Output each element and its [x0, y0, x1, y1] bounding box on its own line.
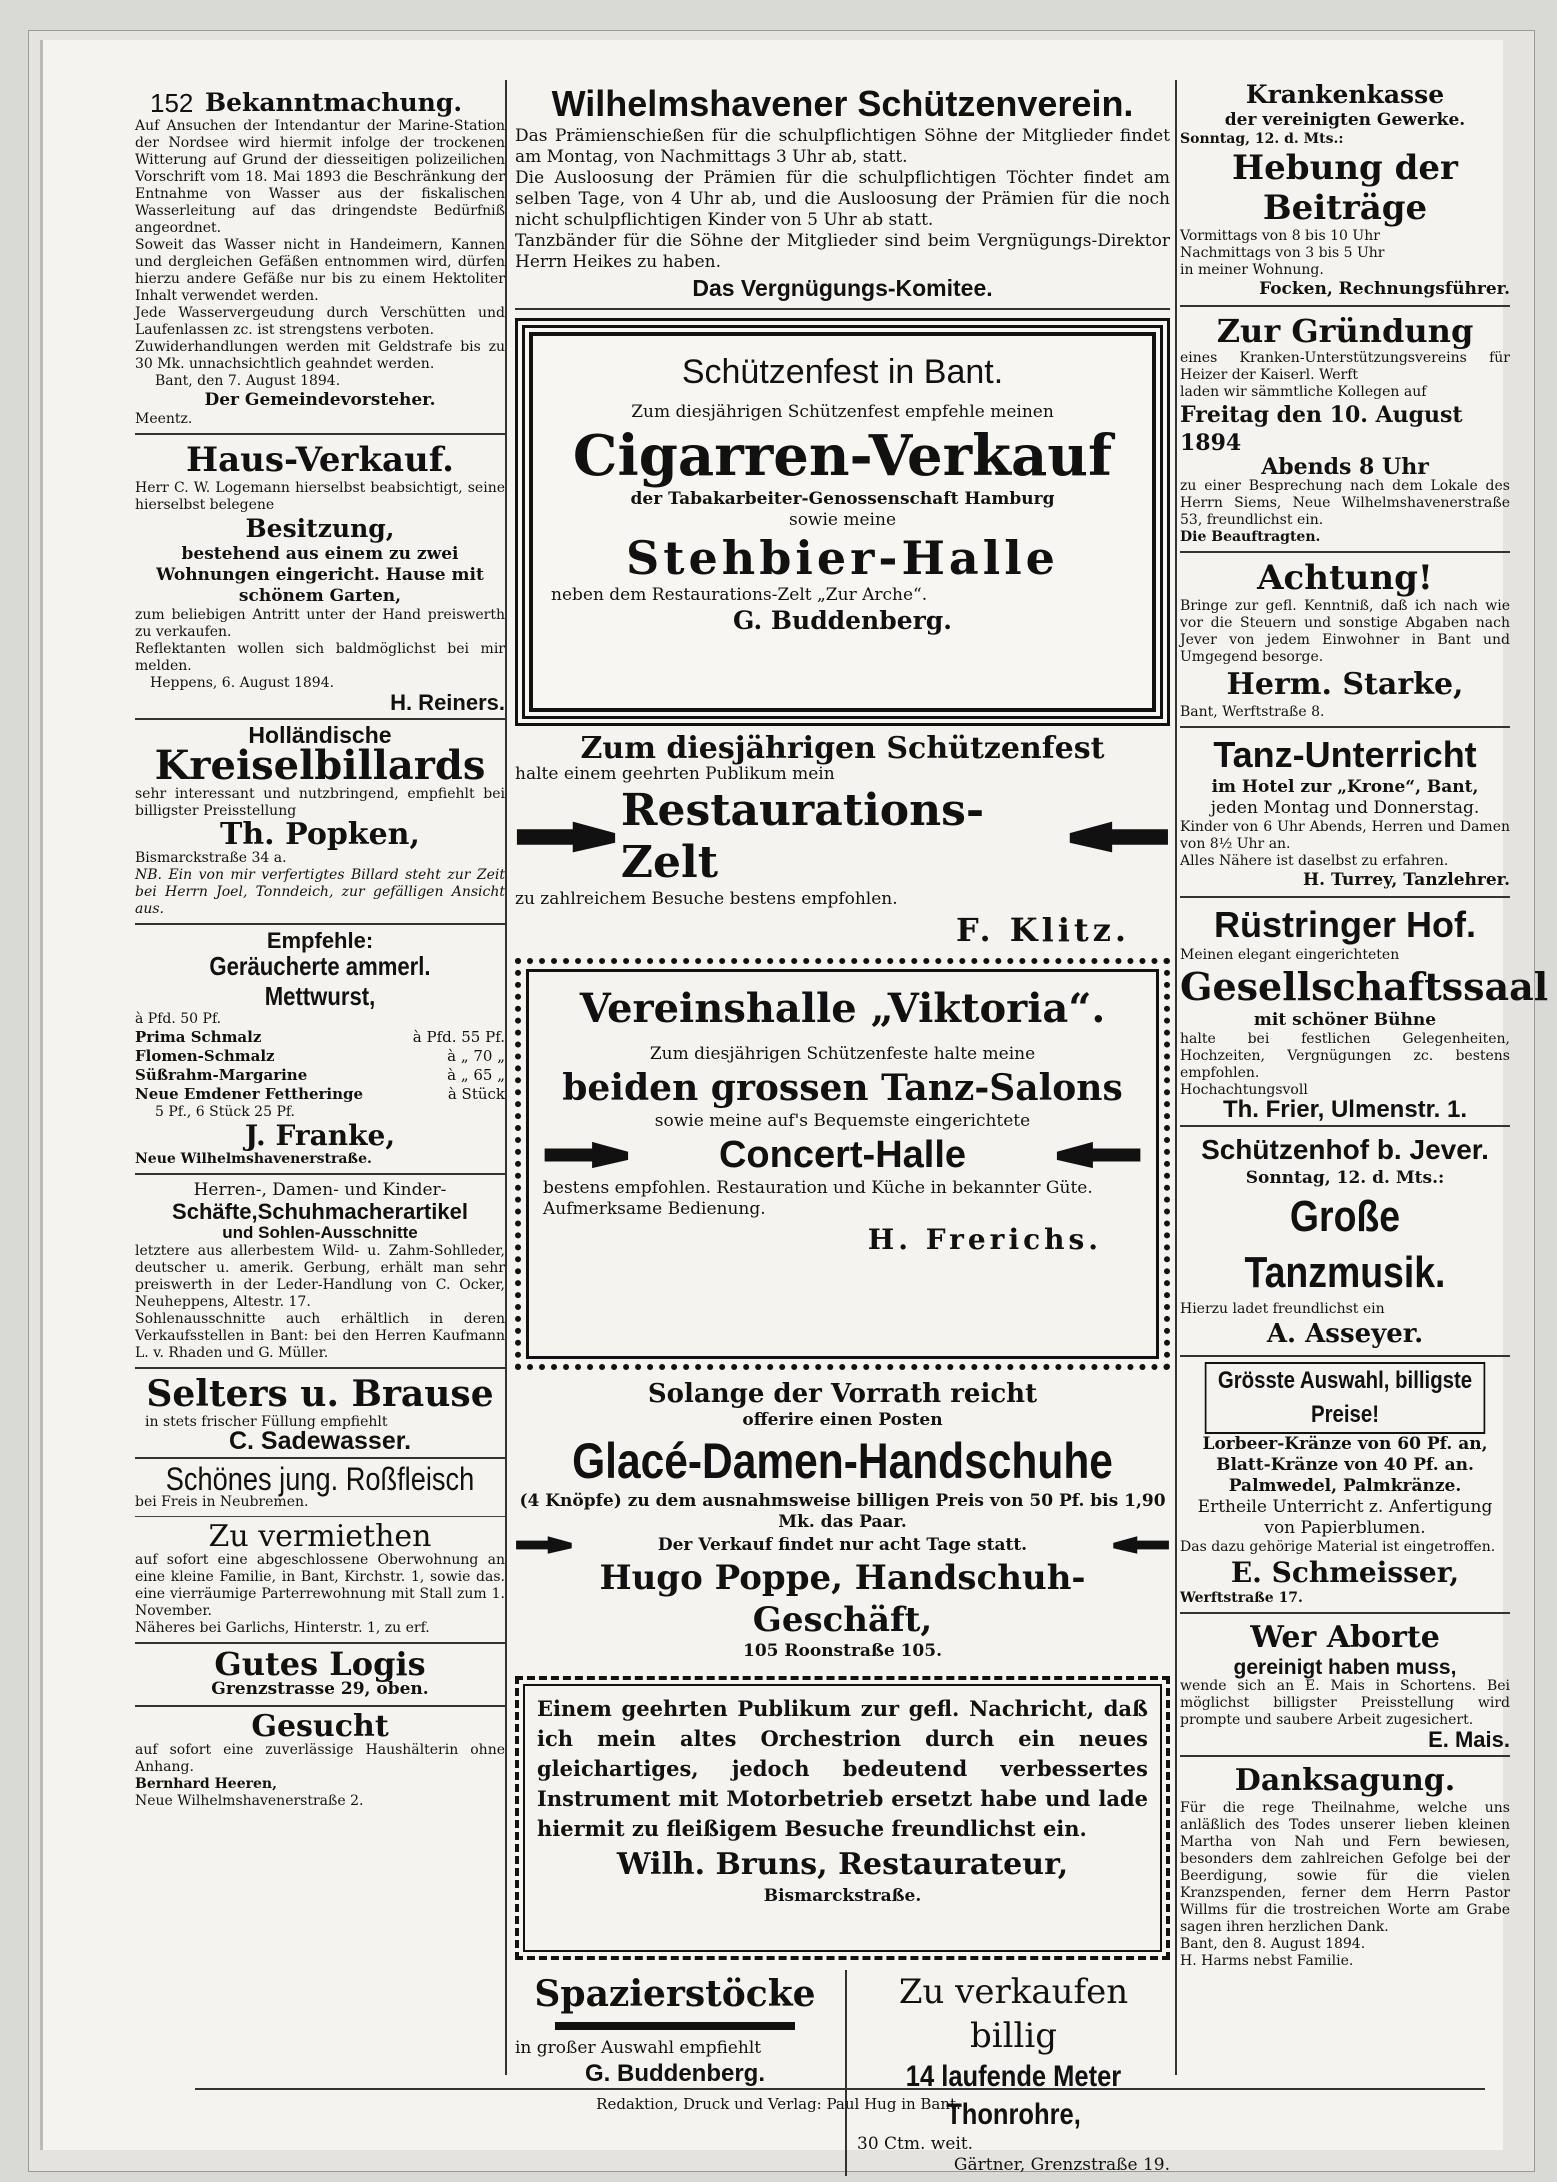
divider	[1180, 726, 1510, 728]
price-row	[135, 1028, 505, 1047]
ad-signature: G. Buddenberg.	[733, 606, 952, 635]
price-list	[135, 1028, 505, 1104]
ad-text: Für die rege Theilnahme, welche uns anläßlich des Todes unserer lieben kleinen Martha von Nah und Fern bewiesen, besonders dem zahlreichen Gefolge bei der Beerdigung, sowie für die vielen Kranzspenden, ferner dem Herrn Pastor Willms für die trostreichen Worte am Grabe sagen ihren herzlichen Dank.	[1180, 1800, 1510, 1935]
ad-title: Zu verkaufen billig	[898, 1972, 1129, 2056]
ad-date: Sonntag, 12. d. Mts.:	[1245, 1168, 1445, 1188]
pointing-hand-left-icon	[1052, 1137, 1142, 1173]
column-rule-right	[1175, 80, 1177, 2075]
divider	[135, 1642, 505, 1644]
divider	[1180, 1612, 1510, 1614]
ad-title: Gutes Logis	[214, 1645, 426, 1683]
ad-signature: Meentz.	[135, 411, 193, 427]
ad-address: 105 Roonstraße 105.	[742, 1641, 943, 1661]
ad-text: bestens empfohlen. Restauration und Küche in bekannter Güte. Aufmerksame Bedienung.	[543, 1178, 1093, 1219]
divider	[135, 1367, 505, 1369]
ad-text: Nachmittags von 3 bis 5 Uhr	[1180, 245, 1385, 261]
ad-signature: H. Frerichs.	[867, 1223, 1102, 1256]
pointing-hand-left-icon	[1110, 1533, 1170, 1557]
ad-headline: Concert-Halle	[718, 1134, 967, 1176]
ad-signature: E. Mais.	[1428, 1727, 1510, 1752]
ad-text: Das dazu gehörige Material ist eingetroffen.	[1180, 1539, 1496, 1555]
ad-signature: Th. Frier, Ulmenstr. 1.	[1222, 1096, 1468, 1123]
ad-title: Gesucht	[251, 1709, 389, 1744]
ad-address: Werftstraße 17.	[1180, 1590, 1303, 1606]
ad-text: Herr C. W. Logemann hierselbst beabsichtigt, seine hierselbst belegene	[135, 480, 505, 513]
ad-headline: Große Tanzmusik.	[1244, 1192, 1446, 1297]
ad-address: Neue Wilhelmshavenerstraße.	[135, 1151, 372, 1167]
pointing-hand-right-icon	[515, 1533, 575, 1557]
ad-text: Ertheile Unterricht z. Anfertigung von Papierblumen.	[1197, 1497, 1493, 1538]
ad-text: zu einer Besprechung nach dem Lokale des Herrn Siems, Neue Wilhelmshavenerstraße 53, freundlichst ein.	[1180, 478, 1510, 528]
ad-title: Zu vermiethen	[208, 1519, 432, 1554]
ad-pretitle: Holländische	[248, 722, 392, 748]
pointing-hand-right-icon	[515, 815, 621, 859]
ad-text: in stets frischer Füllung empfiehlt	[145, 1414, 388, 1430]
ad-signature: E. Schmeisser,	[1230, 1556, 1460, 1589]
ad-signature: Bernhard Heeren,	[135, 1776, 277, 1792]
divider	[1180, 896, 1510, 898]
ad-headline: Restaurations-Zelt	[620, 785, 985, 888]
ad-paragraph: Die Ausloosung der Prämien für die schulpflichtigen Töchter findet am selben Tage, von 4 Uhr ab, und die Ausloosung der Prämien für die noch nicht schulpflichtigen Kinder von 5 Uhr ab statt.	[515, 168, 1170, 230]
ad-title: Zum diesjährigen Schützenfest	[580, 731, 1105, 766]
ad-headline-row	[515, 785, 1170, 889]
ad-title: Zur Gründung	[1216, 312, 1474, 350]
divider	[135, 718, 505, 720]
ad-text: Einem geehrten Publikum zur gefl. Nachricht, daß ich mein altes Orchestrion durch ein neues gleichartiges, jedoch bedeutend verbessertes Instrument mit Motorbetrieb ersetzt habe und lade hiermit zu fleißigem Besuche freundlichst ein.	[537, 1696, 1148, 1841]
ad-row	[515, 1533, 1170, 1557]
ad-headline: 14 laufende Meter Thonrohre,	[905, 2060, 1122, 2131]
ad-text: sehr interessant und nutzbringend, empfiehlt bei billigster Preisstellung	[135, 786, 505, 819]
pointing-hand-right-icon	[543, 1137, 633, 1173]
ad-headline: Glacé-Damen-Handschuhe	[572, 1433, 1113, 1489]
ad-text: Hierzu ladet freundlichst ein	[1180, 1301, 1385, 1317]
divider	[135, 1173, 505, 1175]
page-number: 152	[150, 88, 194, 118]
ad-price: à Pfd. 50 Pf.	[135, 1011, 222, 1027]
ad-text: 30 Ctm. weit.	[857, 2134, 974, 2154]
ad-signature: Wilh. Bruns, Restaurateur,	[616, 1847, 1069, 1882]
divider	[1180, 551, 1510, 553]
ad-time: Abends 8 Uhr	[1261, 454, 1429, 480]
ad-headline: Stehbier-Halle	[626, 531, 1059, 585]
ad-title: Spazierstöcke	[534, 1973, 816, 2015]
imprint: Redaktion, Druck und Verlag: Paul Hug in Bant.	[596, 2095, 961, 2113]
divider	[135, 1516, 505, 1517]
ad-text: halte bei festlichen Gelegenheiten, Hochzeiten, Vergnügungen zc. bestens empfohlen.	[1180, 1031, 1510, 1081]
ad-block	[847, 1970, 1170, 2176]
ad-text: Vormittags von 8 bis 10 Uhr	[1180, 228, 1380, 244]
ad-address: Bismarckstraße 34 a.	[135, 850, 287, 866]
ad-headline: beiden grossen Tanz-Salons	[562, 1067, 1123, 1109]
divider	[135, 1457, 505, 1459]
price-item-name: Süßrahm-Margarine	[135, 1066, 308, 1084]
ad-date: Freitag den 10. August 1894	[1180, 402, 1463, 456]
ad-paragraph: Tanzbänder für die Söhne der Mitglieder sind beim Vergnügungs-Direktor Herrn Heikes zu haben.	[515, 231, 1170, 272]
ad-text: Bringe zur gefl. Kenntniß, daß ich nach wie vor die Steuern und sonstige Abgaben nach Jever von jedem Einwohner in Bant und Umgegend besorge.	[1180, 598, 1510, 665]
ad-signature: Die Beauftragten.	[1180, 529, 1321, 545]
ad-text: zum beliebigen Antritt unter der Hand preiswerth zu verkaufen.	[135, 607, 505, 640]
ad-signature: H. Reiners.	[390, 690, 505, 715]
ad-title: Schützenhof b. Jever.	[1201, 1134, 1489, 1165]
ad-note: NB. Ein von mir verfertigtes Billard steht zur Zeit bei Herrn Joel, Tonndeich, zur gefälligen Ansicht aus.	[135, 867, 505, 917]
ad-title: Bekanntmachung.	[205, 88, 463, 117]
ad-text: Palmwedel, Palmkränze.	[1228, 1476, 1462, 1496]
ad-date: Bant, den 7. August 1894.	[155, 373, 341, 389]
price-item-price: à „ 70 „	[447, 1047, 505, 1065]
ad-text: offerire einen Posten	[742, 1410, 943, 1430]
ad-text: wende sich an E. Mais in Schortens. Bei möglichst billigster Preisstellung wird prompte und saubere Arbeit zugesichert.	[1180, 1678, 1510, 1728]
ad-text: Sohlenausschnitte auch erhältlich in deren Verkaufsstellen in Bant: bei den Herren Kaufmann L. v. Rhaden und G. Müller.	[135, 1311, 505, 1361]
ad-headline: Cigarren-Verkauf	[572, 423, 1113, 489]
ad-address: Grenzstrasse 29, oben.	[211, 1679, 429, 1699]
ad-headline: Besitzung,	[245, 514, 395, 543]
ad-headline: Schäfte,Schuhmacherartikel	[172, 1199, 468, 1224]
ad-text: Der Verkauf findet nur acht Tage statt.	[657, 1534, 1028, 1555]
ad-address: Neue Wilhelmshavenerstraße 2.	[135, 1793, 364, 1809]
ad-text: im Hotel zur „Krone“, Bant,	[1211, 777, 1479, 797]
ad-title: Rüstringer Hof.	[1213, 904, 1476, 945]
ad-title: Schützenfest in Bant.	[681, 353, 1004, 391]
ad-text: auf sofort eine zuverlässige Haushälterin ohne Anhang.	[135, 1742, 505, 1775]
ad-signature: Das Vergnügungs-Komitee.	[692, 275, 993, 301]
ad-text: Lorbeer-Kränze von 60 Pf. an,	[1202, 1434, 1488, 1454]
price-item-price: à „ 65 „	[447, 1066, 505, 1084]
ad-signature: Focken, Rechnungsführer.	[1259, 279, 1510, 299]
ad-text: Herren-, Damen- und Kinder-	[193, 1180, 447, 1200]
ad-text: halte einem geehrten Publikum mein	[515, 764, 835, 784]
divider	[135, 1705, 505, 1707]
divider	[1180, 1755, 1510, 1757]
price-item-name: Neue Emdener Fettheringe	[135, 1085, 364, 1103]
ad-title: Wer Aborte	[1250, 1620, 1440, 1655]
price-item-price: à Pfd. 55 Pf.	[412, 1028, 505, 1046]
ad-signature: A. Asseyer.	[1266, 1319, 1424, 1349]
ad-signature: Gärtner, Grenzstraße 19.	[953, 2155, 1170, 2175]
divider	[1180, 1355, 1510, 1357]
ad-paragraph: Jede Wasservergeudung durch Verschütten und Laufenlassen zc. ist strengstens verboten.	[135, 305, 505, 338]
ad-title: Wilhelmshavener Schützenverein.	[551, 83, 1134, 124]
divider	[135, 923, 505, 925]
ad-signature: C. Sadewasser.	[228, 1427, 412, 1455]
ad-text: bei Freis in Neubremen.	[135, 1494, 309, 1510]
ad-title: Danksagung.	[1234, 1763, 1456, 1798]
ad-text: Blatt-Kränze von 40 Pf. an.	[1216, 1455, 1474, 1475]
ad-text: Kinder von 6 Uhr Abends, Herren und Damen von 8½ Uhr an.	[1180, 819, 1510, 852]
ad-title: Selters u. Brause	[146, 1373, 494, 1415]
ad-text: sowie meine	[788, 510, 897, 530]
ad-text: laden wir sämmtliche Kollegen auf	[1180, 384, 1427, 400]
price-item-name: Prima Schmalz	[135, 1028, 262, 1046]
ad-title: Tanz-Unterricht	[1213, 734, 1477, 775]
ad-text: Hochachtungsvoll	[1180, 1082, 1308, 1098]
ad-price: 5 Pf., 6 Stück 25 Pf.	[155, 1104, 295, 1120]
column-rule-left	[505, 80, 507, 2075]
ad-signature: H. Harms nebst Familie.	[1180, 1953, 1354, 1969]
price-item-price: à Stück	[447, 1085, 505, 1103]
ad-title: Haus-Verkauf.	[185, 440, 454, 480]
ad-date: Sonntag, 12. d. Mts.:	[1180, 131, 1344, 147]
divider	[555, 2022, 795, 2030]
ad-title: Achtung!	[1257, 558, 1433, 598]
ad-row-bottom	[515, 1970, 1170, 2176]
ad-headline-row	[543, 1132, 1142, 1178]
ad-text: neben dem Restaurations-Zelt „Zur Arche“.	[551, 585, 928, 605]
ad-date: Bant, den 8. August 1894.	[1180, 1936, 1366, 1952]
ad-headline: Gesellschaftssaal	[1180, 964, 1549, 1009]
middle-column	[515, 40, 1170, 2176]
ad-signature: Der Gemeindevorsteher.	[204, 390, 436, 410]
ad-signature: F. Klitz.	[956, 911, 1130, 949]
ad-text: letztere aus allerbestem Wild- u. Zahm-Sohlleder, deutscher u. amerik. Gerbung, erhält man sehr preiswerth in der Leder-Handlung von C. Ocker, Neuheppens, Altestr. 17.	[135, 1243, 505, 1310]
ad-text: Zum diesjährigen Schützenfest empfehle meinen	[631, 402, 1054, 422]
price-row	[135, 1085, 505, 1104]
price-row	[135, 1066, 505, 1085]
ad-date: Heppens, 6. August 1894.	[150, 675, 335, 691]
ad-paragraph: Soweit das Wasser nicht in Handeimern, Kannen und dergleichen Gefäßen entnommen wird, dürfen hierzu andere Gefäße nur bis zu einem Hektoliter Inhalt verwendet werden.	[135, 237, 505, 304]
ad-text: Zum diesjährigen Schützenfeste halte meine	[649, 1044, 1036, 1064]
left-column	[135, 40, 505, 1810]
ad-text: gereinigt haben muss,	[1233, 1656, 1457, 1679]
ad-text: sowie meine auf's Bequemste eingerichtete	[654, 1111, 1031, 1131]
ad-text: (4 Knöpfe) zu dem ausnahmsweise billigen Preis von 50 Pf. bis 1,90 Mk. das Paar.	[519, 1491, 1166, 1532]
ad-text: jeden Montag und Donnerstag.	[1210, 798, 1480, 818]
ad-block	[515, 1970, 847, 2176]
ad-title: Grösste Auswahl, billigste Preise!	[1205, 1362, 1486, 1434]
ad-text: eines Kranken-Unterstützungsvereins für Heizer der Kaiserl. Werft	[1180, 350, 1510, 383]
ad-text: bestehend aus einem zu zwei Wohnungen eingericht. Hause mit schönem Garten,	[156, 544, 484, 606]
ad-frame	[515, 958, 1170, 1370]
ad-title: Kreiselbillards	[154, 742, 486, 789]
ad-paragraph: Auf Ansuchen der Intendantur der Marine-Station der Nordsee wird hiermit infolge der trockenen Witterung auf Grund der diesseitigen polizeilichen Vorschrift vom 18. Mai 1893 die Beschränkung der Entnahme von Wasser aus der fiskalischen Wasserleitung auf das dringendste Bedürfniß angeordnet.	[135, 118, 505, 236]
ad-text: Alles Nähere ist daselbst zu erfahren.	[1180, 853, 1449, 869]
ad-text: zu zahlreichem Besuche bestens empfohlen.	[515, 889, 898, 909]
footer-rule	[195, 2088, 1485, 2090]
price-row	[135, 1047, 505, 1066]
ad-headline: und Sohlen-Ausschnitte	[222, 1223, 418, 1242]
ad-title: Vereinshalle „Viktoria“.	[579, 985, 1106, 1032]
ad-name: J. Franke,	[244, 1119, 396, 1152]
ad-signature: H. Turrey, Tanzlehrer.	[1303, 870, 1510, 890]
ad-frame	[515, 318, 1170, 726]
ad-text: auf sofort eine abgeschlossene Oberwohnung an eine kleine Familie, in Bant, Kirchstr. 1, sowie das. eine vierräumige Parterrewohnung mit Stall zum 1. November.	[135, 1552, 505, 1619]
ad-signature: G. Buddenberg.	[585, 2060, 765, 2087]
ad-frame	[515, 1676, 1170, 1960]
ad-paragraph: Zuwiderhandlungen werden mit Geldstrafe bis zu 30 Mk. unnachsichtlich geahndet werden.	[135, 339, 505, 372]
divider	[1180, 305, 1510, 307]
ad-title: Solange der Vorrath reicht	[647, 1379, 1038, 1409]
ad-text: in meiner Wohnung.	[1180, 262, 1324, 278]
price-item-name: Flomen-Schmalz	[135, 1047, 275, 1065]
ad-headline: Hebung der Beiträge	[1232, 148, 1458, 228]
ad-signature: Herm. Starke,	[1226, 667, 1464, 702]
ad-text: Meinen elegant eingerichteten	[1180, 947, 1400, 963]
ad-address: Bismarckstraße.	[763, 1886, 922, 1906]
ad-headline: Geräucherte ammerl. Mettwurst,	[209, 951, 431, 1011]
ad-title: Krankenkasse	[1245, 80, 1445, 109]
pointing-hand-left-icon	[1064, 815, 1170, 859]
divider	[135, 433, 505, 435]
ad-text: der Tabakarbeiter-Genossenschaft Hamburg	[630, 489, 1055, 509]
ad-text: Reflektanten wollen sich baldmöglichst bei mir melden.	[135, 641, 505, 674]
ad-paragraph: Das Prämienschießen für die schulpflichtigen Söhne der Mitglieder findet am Montag, von Nachmittags 3 Uhr ab, statt.	[515, 126, 1170, 167]
ad-text: Näheres bei Garlichs, Hinterstr. 1, zu erf.	[135, 1620, 430, 1636]
ad-title: Empfehle:	[266, 928, 374, 953]
ad-name: Th. Popken,	[220, 817, 420, 852]
ad-text: der vereinigten Gewerke.	[1224, 110, 1466, 130]
divider	[515, 308, 1170, 310]
ad-address: Bant, Werftstraße 8.	[1180, 704, 1325, 720]
ad-text: in großer Auswahl empfiehlt	[515, 2038, 762, 2058]
right-column	[1180, 40, 1549, 1970]
ad-signature: Hugo Poppe, Handschuh-Geschäft,	[599, 1558, 1086, 1640]
ad-text: mit schöner Bühne	[1253, 1010, 1437, 1030]
divider	[1180, 1125, 1510, 1127]
ad-title: Schönes jung. Roßfleisch	[165, 1461, 475, 1497]
